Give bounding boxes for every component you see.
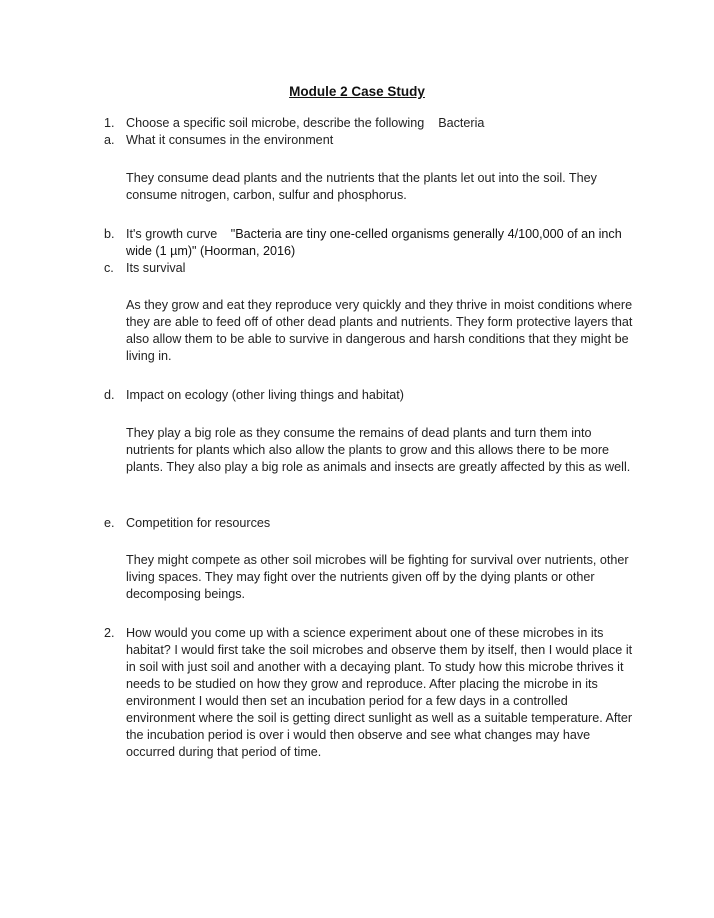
answer-d: They play a big role as they consume the remains of dead plants and turn them into nutrients for plants which also allow the plants to grow and this allows there to be more plants. They also play a big role as animals and insects are greatly affected by this as well.: [126, 426, 631, 474]
sub-question-d: [104, 387, 644, 404]
list-marker: a.: [104, 133, 115, 147]
answer-a: They consume dead plants and the nutrients that the plants let out into the soil. They consume nitrogen, carbon, sulfur and phosphorus.: [126, 171, 597, 202]
list-marker: c.: [104, 261, 114, 275]
answer-c: As they grow and eat they reproduce very quickly and they thrive in moist conditions where they are able to feed off of other dead plants and nutrients. They form protective layers that also allow them to be able to survive in dangerous and harsh conditions that they might be living in.: [126, 298, 633, 363]
answer-e: They might compete as other soil microbes will be fighting for survival over nutrients, other living spaces. They may fight over the nutrients given off by the dying plants or other decomposing beings.: [126, 553, 629, 601]
sub-question-b: [104, 226, 624, 260]
answer-b: "Bacteria are tiny one-celled organisms generally 4/100,000 of an inch wide (1 µm)" (Hoorman, 2016): [126, 227, 622, 258]
question-2: [104, 625, 638, 761]
question-1: [104, 115, 644, 132]
sub-question-d-text: Impact on ecology (other living things and habitat): [126, 388, 404, 402]
page-title: Module 2 Case Study: [289, 84, 425, 99]
sub-question-b-text: It's growth curve: [126, 227, 218, 241]
sub-question-e-text: Competition for resources: [126, 516, 271, 530]
list-marker: b.: [104, 227, 115, 241]
sub-question-a: [104, 132, 644, 149]
list-marker: 2.: [104, 626, 115, 640]
list-marker: 1.: [104, 116, 115, 130]
sub-question-a-text: What it consumes in the environment: [126, 133, 334, 147]
list-marker: e.: [104, 516, 115, 530]
sub-question-c-text: Its survival: [126, 261, 186, 275]
question-1-answer: Bacteria: [438, 116, 485, 130]
sub-question-c: [104, 260, 644, 277]
list-marker: d.: [104, 388, 115, 402]
question-2-text: How would you come up with a science experiment about one of these microbes in its habitat? I would first take the soil microbes and observe them by itself, then I would place it in soil with just soil and another with a decaying plant. To study how this microbe thrives it needs to be studied on how they grow and reproduce. After placing the microbe in its environment I would then set an incubation period for a few days in a controlled environment where the soil is getting direct sunlight as well as a suitable temperature. After the incubation period is over i would then observe and see what changes may have occurred during that period of time.: [126, 626, 633, 759]
question-1-text: Choose a specific soil microbe, describe the following: [126, 116, 425, 130]
sub-question-e: [104, 515, 644, 532]
